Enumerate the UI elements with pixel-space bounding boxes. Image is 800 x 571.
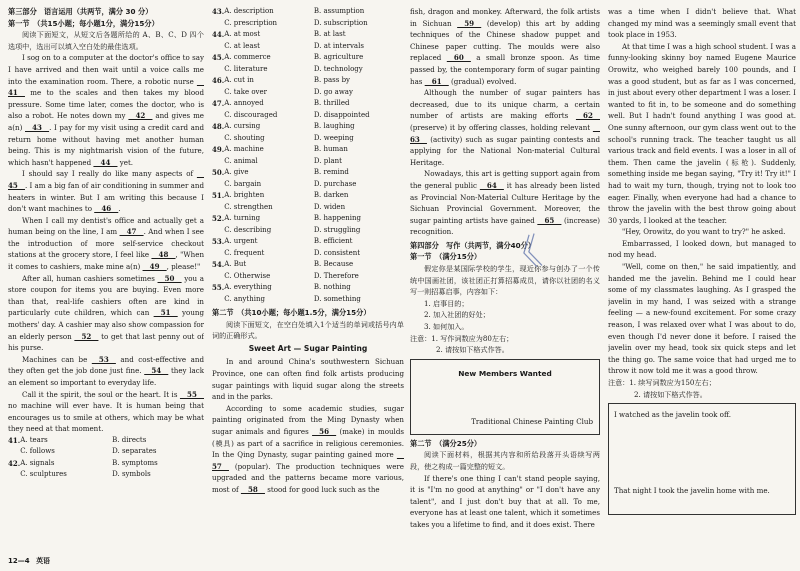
blank-54[interactable]: 54 [144, 366, 169, 376]
option-d[interactable]: D. weeping [313, 133, 354, 142]
option-a[interactable]: A. cut in [224, 76, 254, 84]
option-b[interactable]: B. symptoms [112, 458, 158, 467]
option-c[interactable]: C. bargain [224, 179, 262, 188]
option-row [212, 64, 404, 76]
watermark-stamp: 《 [500, 231, 546, 280]
writing-section1-heading: 第一节 （满分15分） [410, 252, 482, 262]
question-number: 50. [212, 168, 225, 177]
writing-task: 假定你是某国际学校的学生，现近你参与创办了一个传统中国画社团，该社团正打算招募成员，请你以社团的名义写一则招募启事，内容如下： [410, 264, 600, 297]
spacer [212, 179, 224, 191]
text: and cost-effective and they often get the job done just fine. [8, 354, 204, 376]
passage [410, 6, 600, 238]
option-row [212, 294, 404, 306]
option-c[interactable]: C. animal [224, 156, 258, 165]
question-number: 48. [212, 122, 225, 131]
list-item: 2. 加入社团的好处； [424, 310, 490, 320]
blank-61[interactable]: 61 [424, 76, 449, 86]
spacer [212, 110, 224, 122]
option-d[interactable]: D. go away [313, 87, 353, 96]
notice-title: New Members Wanted [458, 368, 552, 378]
blank-48[interactable]: 48 [151, 250, 176, 260]
text: a small bronze spoon. As time passed by, the contemporary form of sugar painting has [410, 53, 600, 86]
option-row [212, 271, 404, 283]
option-row [212, 18, 404, 30]
blank-49[interactable]: 49 [142, 262, 167, 272]
page-footer [8, 556, 50, 568]
blank-60[interactable]: 60 [446, 53, 471, 63]
option-a[interactable]: A. But [224, 260, 247, 268]
option-d[interactable]: D. struggling [313, 225, 361, 234]
blank-43[interactable]: 43 [25, 122, 50, 132]
paragraph [608, 226, 796, 238]
option-d[interactable]: D. at intervals [313, 41, 364, 50]
column-3 [410, 6, 600, 557]
note-1: 注意：1. 写作词数应为80左右； [410, 333, 514, 343]
paragraph [608, 6, 796, 41]
text: me to the scales and then takes my blood pressure. Some time later, comes the doctor, who is also a robot. He notes down my [8, 88, 204, 121]
text: (make) in moulds (模具) as part of a sacrifice in religious ceremonies. In the Qing Dynasty, sugar painting gained more [212, 426, 404, 460]
text: At that time I was a high school student. I was a funny-looking skinny boy named Eugene Maurice Orowitz, who weighed barely 100 pounds, and I was a good student, but as far as I was concerned, in just about every other department I was a loser. I wanted to fit in, to be someone and do something well. But I hadn't found anything I was good at. One sunny afternoon, our gym class went out to the school's running track. The teacher taught us all various track and field events. I was a loser in all of them. Then came the javelin (标枪). Suddenly, something inside me began saying, "Try it! Try it!" I had to wait my turn, though, trying not to look too eager. Finally, when everyone had had a chance to throw the javelin with the best throw going about 30 yards, I looked at the teacher. [608, 41, 796, 225]
instructions: 阅读下面短文，在空白处填入1个适当的单词或括号内单词的正确形式。 [212, 319, 404, 341]
option-row [212, 179, 404, 191]
text: After all, human cashiers sometimes [22, 273, 158, 283]
option-b[interactable]: B. at last [313, 30, 346, 38]
text: , please!" [166, 262, 201, 272]
passage-title: Sweet Art — Sugar Painting [248, 343, 368, 353]
option-row [212, 282, 404, 294]
notice-answer-box[interactable] [410, 359, 600, 435]
blank-63[interactable]: 63 [410, 122, 600, 144]
option-c[interactable]: C. Otherwise [224, 271, 271, 280]
option-c[interactable]: C. literature [224, 64, 268, 73]
option-row [212, 236, 404, 248]
option-row [212, 98, 404, 110]
story-passage [410, 473, 600, 531]
option-row [212, 156, 404, 168]
text: (increase) recognition. [410, 215, 600, 237]
blank-46[interactable]: 46 [94, 204, 119, 214]
spacer [212, 64, 224, 76]
option-row [212, 41, 404, 53]
option-c[interactable]: C. prescription [224, 18, 278, 27]
section2-heading: 第二节 （共10小题；每小题1.5分，满分15分） [212, 308, 371, 317]
option-d[interactable]: D. disappointed [313, 110, 370, 119]
spacer [212, 248, 224, 260]
option-d[interactable]: D. purchase [313, 179, 357, 188]
text: . And when I see the introduction of more self-service checkout stations at the grocery store, I feel like [8, 227, 204, 260]
task-notes [608, 377, 796, 400]
text: (gradual) evolved. [448, 76, 517, 86]
option-row [212, 29, 404, 41]
option-row [212, 133, 404, 145]
text: . I pay for my visit using a credit card and return home without having met another human being. This is my nightmarish vision of the future, which hasn't happened [8, 122, 204, 167]
paragraph [8, 168, 204, 214]
question-number: 44. [212, 30, 225, 39]
text: and gives me a(n) [8, 111, 204, 132]
blank-51[interactable]: 51 [153, 308, 178, 318]
question-number: 41. [8, 435, 21, 445]
box-line-2: That night I took the javelin home with me. [614, 485, 770, 495]
text: Although the number of sugar painters has decreased, due to its unique charm, a certain number of artists are making efforts [410, 88, 600, 121]
option-d[interactable]: D. subscription [313, 18, 368, 27]
paragraph [608, 238, 796, 261]
option-row [8, 469, 204, 481]
options-table [8, 435, 204, 481]
option-row [8, 458, 204, 470]
text: yet. [117, 157, 134, 167]
text: young mothers' day. A cashier may also show compassion for an elderly person [8, 308, 204, 341]
option-row [212, 259, 404, 271]
option-a[interactable]: A. at most [224, 30, 261, 38]
paragraph [410, 87, 600, 168]
page-number: 12—4 [8, 557, 30, 566]
paragraph [8, 52, 204, 168]
question-number: 52. [212, 214, 225, 223]
paragraph [8, 389, 204, 435]
option-a[interactable]: A. machine [224, 145, 264, 153]
option-a[interactable]: A. turning [224, 214, 261, 222]
option-a[interactable]: A. give [224, 168, 249, 176]
paragraph [608, 261, 796, 377]
spacer [212, 18, 224, 30]
paragraph [8, 215, 204, 273]
passage [212, 356, 404, 495]
option-c[interactable]: C. take over [224, 87, 267, 96]
spacer [212, 41, 224, 53]
option-row [212, 202, 404, 214]
text: I should say I really do like many aspects of [22, 169, 197, 179]
text: (preserve) it by offering classes, holding relevant [410, 122, 593, 132]
question-number: 42. [8, 458, 21, 468]
spacer [8, 469, 20, 481]
text: "Hey, Orowitz, do you want to try?" he asked. [622, 227, 786, 237]
note-1: 注意：1. 续写词数应为150左右； [608, 378, 716, 387]
blank-58[interactable]: 58 [240, 484, 265, 494]
option-row [212, 248, 404, 260]
option-row [212, 225, 404, 237]
paragraph [410, 6, 600, 87]
option-d[interactable]: D. widen [313, 202, 346, 211]
option-a[interactable]: A. annoyed [224, 99, 264, 107]
column-2 [212, 6, 404, 557]
text: it has already been listed as Provincial Non-Material Culture Heritage by the Sichuan Provincial Government. Moreover, the sugar painting artists have gained [410, 180, 600, 225]
part3-heading: 第三部分 语言运用（共两节，满分 30 分） [8, 7, 153, 16]
text: . I am a big fan of air conditioning in summer and heaters in winter. But I am writing this because I don't want machines to [8, 180, 204, 214]
option-c[interactable]: C. shouting [224, 133, 265, 142]
text: was a time when I didn't believe that. What changed my mind was a seemingly small event that took place in 1953. [608, 7, 796, 40]
text: fish, dragon and monkey. Afterward, the folk artists in Sichuan [410, 7, 600, 28]
text: , "When it comes to cashiers, make mine a(n) [8, 250, 204, 272]
option-a[interactable]: A. brighten [224, 191, 265, 199]
option-a[interactable]: A. commerce [224, 53, 271, 61]
option-c[interactable]: C. at least [224, 41, 260, 50]
option-a[interactable]: A. signals [20, 458, 55, 467]
option-c[interactable]: C. describing [224, 225, 272, 234]
text: . [118, 204, 121, 214]
text: no machine will ever have. It is human being that encourages us to smile at others, which may be what they need at that moment. [8, 401, 204, 434]
option-row [212, 6, 404, 18]
blank-56[interactable]: 56 [312, 426, 337, 436]
instructions: 阅读下面短文，从短文后各题所给的 A、B、C、D 四个选项中，选出可以填入空白处的最佳选项。 [8, 30, 204, 51]
option-b[interactable]: B. agriculture [313, 53, 364, 61]
question-number: 47. [212, 99, 225, 108]
spacer [212, 294, 224, 306]
text: Nowadays, this art is getting support again from the general public [410, 169, 600, 190]
question-number: 51. [212, 191, 225, 200]
option-d[interactable]: D. technology [313, 64, 363, 73]
list-item: 1. 启事目的； [424, 298, 469, 308]
option-row [212, 110, 404, 122]
column-4 [608, 6, 796, 557]
option-d[interactable]: D. separates [112, 447, 157, 456]
option-b[interactable]: B. happening [313, 214, 362, 222]
section2-instructions: 阅读下面材料，根据其内容和所给段落开头语续写两段，使之构成一篇完整的短文。 [410, 450, 600, 471]
paragraph [410, 473, 600, 531]
blank-42[interactable]: 42 [128, 111, 153, 121]
list-item: 3. 如何加入。 [424, 322, 469, 332]
paragraph [212, 356, 404, 402]
option-c[interactable]: C. sculptures [20, 470, 67, 479]
text: (develop) this art by adding techniques of the Chinese shadow puppet and Chinese paper cutting. The moulds were also replaced [410, 18, 600, 63]
blank-44[interactable]: 44 [93, 157, 118, 167]
spacer [212, 156, 224, 168]
part4-heading: 第四部分 写作（共两节，满分40分） [410, 240, 536, 250]
paragraph [212, 403, 404, 496]
task-notes [410, 333, 600, 356]
blank-50[interactable]: 50 [157, 273, 182, 283]
spacer [8, 446, 20, 458]
text: they lack an element so important to everyday life. [8, 366, 204, 387]
question-number: 53. [212, 237, 225, 246]
blank-65[interactable]: 65 [537, 215, 562, 225]
option-row [8, 446, 204, 458]
paragraph [8, 354, 204, 389]
spacer [212, 133, 224, 145]
column-1 [8, 6, 204, 557]
text: Call it the spirit, the soul or the heart. It is [22, 389, 180, 399]
text: When I call my dentist's office and actually get a human being on the line, I am [8, 215, 204, 237]
option-b[interactable]: B. laughing [313, 122, 355, 130]
blank-45[interactable]: 45 [8, 169, 204, 190]
spacer [212, 87, 224, 99]
box-line-1: I watched as the javelin took off. [614, 410, 731, 420]
subject-label: 英语 [36, 557, 51, 566]
option-c[interactable]: C. frequent [224, 248, 265, 257]
option-b[interactable]: B. assumption [313, 7, 365, 15]
blank-47[interactable]: 47 [119, 227, 144, 237]
passage [8, 52, 204, 435]
question-number: 54. [212, 260, 225, 269]
option-c[interactable]: C. strengthen [224, 202, 273, 211]
note-2: 2. 请按如下格式作答。 [436, 345, 509, 355]
paragraph [8, 273, 204, 354]
option-d[interactable]: D. something [313, 294, 361, 303]
blank-59[interactable]: 59 [457, 18, 482, 28]
option-c[interactable]: C. discouraged [224, 110, 278, 119]
option-row [212, 213, 404, 225]
task-points [410, 298, 600, 333]
blank-53[interactable]: 53 [91, 354, 116, 364]
writing-section2-heading: 第二节 （满分25分） [410, 438, 482, 448]
option-b[interactable]: B. remind [313, 168, 349, 176]
blank-62[interactable]: 62 [575, 111, 600, 121]
option-d[interactable]: D. symbols [112, 470, 151, 479]
option-row [212, 190, 404, 202]
paragraph [608, 41, 796, 227]
question-number: 55. [212, 283, 225, 292]
option-b[interactable]: B. darken [313, 191, 349, 199]
option-a[interactable]: A. urgent [224, 237, 258, 245]
option-row [212, 87, 404, 99]
text: "Well, come on then," he said impatiently, and handed me the javelin. Behind me I could hear some of my classmates laughing. As I grasped the javelin in my hand, I was seized with a strange feeling — a new-found excitement. For some crazy reason, I was relaxed over what I was about to do, even though I'd never done it before. I raised the javelin over my head, took six quick steps and let the thing go. The same voice that had urged me to throw it now told me it was a good throw. [608, 262, 796, 376]
blank-55[interactable]: 55 [179, 389, 204, 399]
continuation-answer-box[interactable] [608, 403, 796, 515]
spacer [212, 225, 224, 237]
spacer [212, 271, 224, 283]
option-row [212, 52, 404, 64]
option-b[interactable]: B. pass by [313, 76, 350, 84]
option-b[interactable]: B. directs [112, 435, 147, 444]
option-row [212, 167, 404, 179]
text: In and around China's southwestern Sichuan Province, one can often find folk artists producing sugar paintings with liquid sugar along the streets and in the parks. [212, 357, 404, 402]
option-a[interactable]: A. tears [20, 435, 48, 444]
text: Machines can be [22, 354, 92, 364]
option-row [8, 435, 204, 447]
notice-signature: Traditional Chinese Painting Club [471, 417, 593, 427]
option-a[interactable]: A. description [224, 7, 274, 15]
text: (popular). The production techniques were upgraded and the patterns became more various, most of [212, 461, 404, 494]
text: According to some academic studies, sugar painting originated from the Ming Dynasty when sugar animals and figures [212, 403, 404, 436]
story-passage [608, 6, 796, 377]
blank-57[interactable]: 57 [212, 450, 404, 471]
note-2: 2. 请按如下格式作答。 [634, 389, 707, 399]
option-c[interactable]: C. follows [20, 447, 55, 456]
option-a[interactable]: A. cursing [224, 122, 261, 130]
text: I sog on to a computer at the doctor's office to say I have arrived and then wait until a voice calls me into the examination room. There, a robotic nurse [8, 53, 204, 86]
option-d[interactable]: D. Therefore [313, 271, 359, 280]
question-number: 49. [212, 145, 225, 154]
option-b[interactable]: B. Because [313, 260, 354, 268]
option-row [212, 121, 404, 133]
text: (activity) such as sugar painting contests and applying for the National Non-material Cultural Heritage. [410, 134, 600, 167]
option-row [212, 144, 404, 156]
text: stood for good luck such as the [264, 484, 380, 494]
section1-heading: 第一节 （共15小题；每小题1分，满分15分） [8, 18, 159, 28]
text: you a store coupon for items you are buying. Even more than that, real-life cashiers often are kind in particularly cute children, which can [8, 273, 204, 318]
option-c[interactable]: C. anything [224, 294, 265, 303]
option-b[interactable]: B. human [313, 145, 348, 153]
options-table [212, 6, 404, 305]
blank-64[interactable]: 64 [479, 180, 504, 190]
text: to get that last penny out of his purse. [8, 331, 204, 353]
paragraph [410, 168, 600, 238]
option-row [212, 75, 404, 87]
text: Embarrassed, I looked down, but managed to nod my head. [608, 238, 796, 260]
option-b[interactable]: B. nothing [313, 283, 351, 291]
text: If there's one thing I can't stand people saying, it is "I'm no good at anything" or "I don't have any talent", and I just don't buy that at all. To me, everyone has at least one talent, which it sometimes takes you a lifetime to find, and it does exist. There [410, 473, 600, 529]
blank-52[interactable]: 52 [74, 331, 99, 341]
option-d[interactable]: D. plant [313, 156, 342, 165]
blank-41[interactable]: 41 [8, 76, 204, 98]
question-number: 46. [212, 76, 225, 85]
option-b[interactable]: B. thrilled [313, 99, 350, 107]
question-number: 43. [212, 7, 225, 16]
option-a[interactable]: A. everything [224, 283, 272, 291]
spacer [212, 202, 224, 214]
question-number: 45. [212, 53, 225, 62]
option-b[interactable]: B. efficient [313, 237, 353, 245]
option-d[interactable]: D. consistent [313, 248, 361, 257]
